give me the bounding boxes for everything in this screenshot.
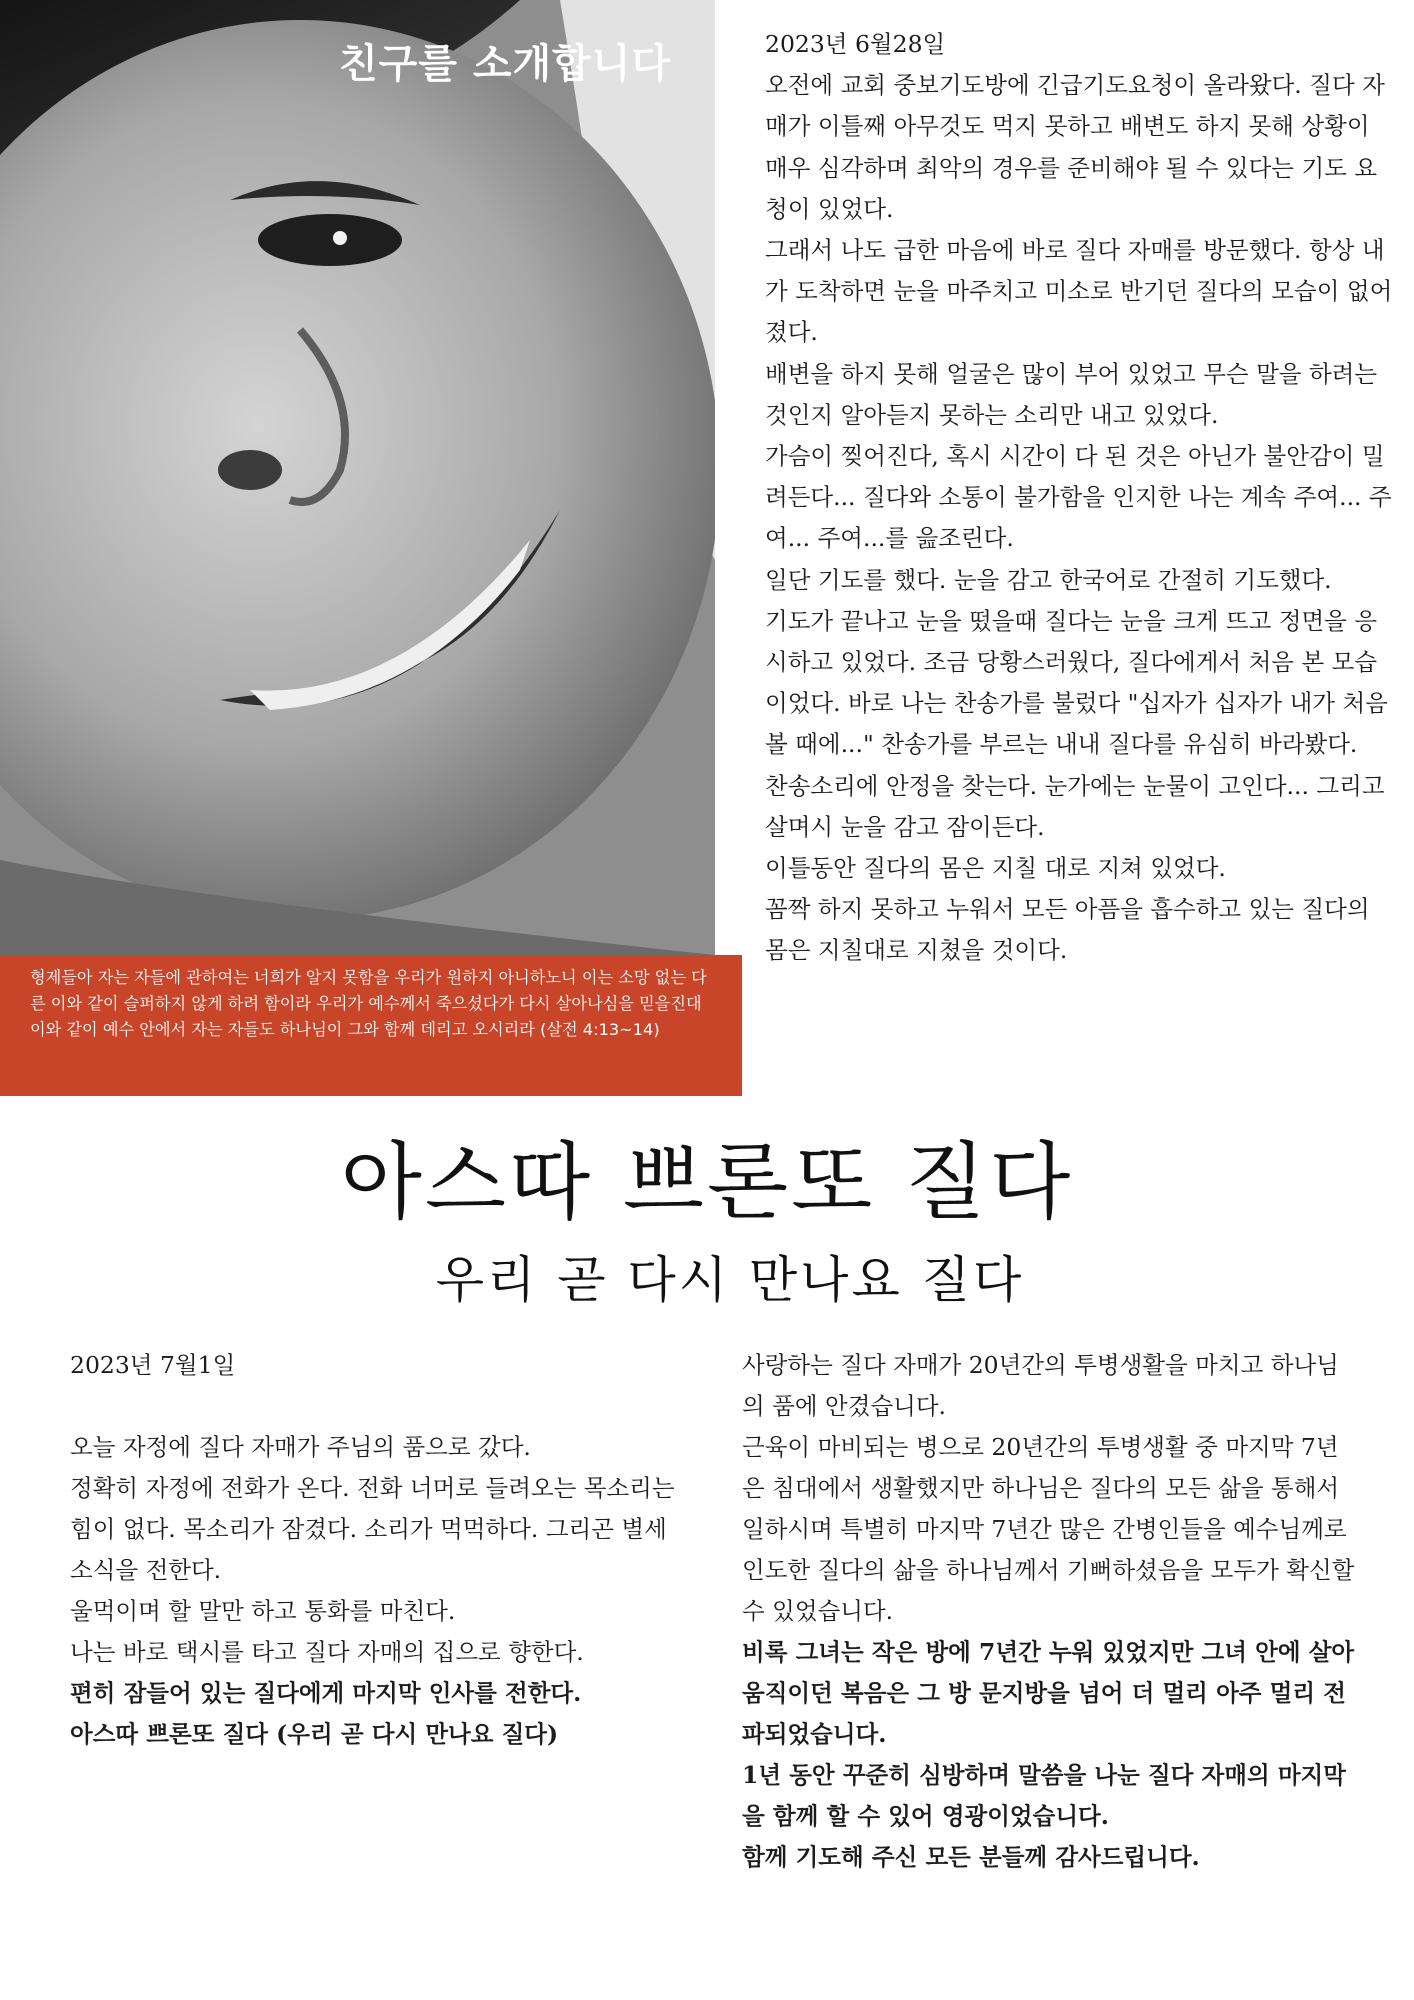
page-headline: 아스따 쁘론또 질다 [340, 1133, 1074, 1231]
portrait-photo [0, 0, 715, 955]
diary-paragraph: 나는 바로 택시를 타고 질다 자매의 집으로 향한다. [70, 1638, 584, 1666]
tribute-paragraph: 사랑하는 질다 자매가 20년간의 투병생활을 마치고 하나님의 품에 안겼습니다. [742, 1351, 1339, 1420]
tribute-paragraph: 함께 기도해 주신 모든 분들께 감사드립니다. [742, 1843, 1200, 1871]
tribute-paragraph: 1년 동안 꾸준히 심방하며 말씀을 나눈 질다 자매의 마지막을 함께 할 수 있어 영광이었습니다. [742, 1761, 1346, 1830]
diary-paragraph: 오늘 자정에 질다 자매가 주님의 품으로 갔다. [70, 1433, 531, 1461]
diary-date: 2023년 6월28일 [765, 30, 946, 58]
diary-paragraph: 울먹이며 할 말만 하고 통화를 마친다. [70, 1597, 456, 1625]
nostril-shape [218, 450, 282, 490]
diary-paragraph: 꼼짝 하지 못하고 누워서 모든 아픔을 흡수하고 있는 질다의 몸은 지칠대로 지쳤을 것이다. [765, 895, 1370, 965]
diary-paragraph: 가슴이 찢어진다, 혹시 시간이 다 된 것은 아닌가 불안감이 밀려든다... 질다와 소통이 불가함을 인지한 나는 계속 주여... 주여... 주여...를 읊조린다. [765, 442, 1392, 553]
bible-verse-text: 형제들아 자는 자들에 관하여는 너희가 알지 못함을 우리가 원하지 아니하노니 이는 소망 없는 다른 이와 같이 슬퍼하지 않게 하려 함이라 우리가 예수께서 죽으셨다가 다시 살아나심을 믿을진대 이와 같이 예수 안에서 자는 자들도 하나님이 그와 함께 데리고 오시리라 (살전 4:13~14) [30, 968, 707, 1039]
diary-paragraph: 이틀동안 질다의 몸은 지칠 대로 지쳐 있었다. [765, 854, 1226, 883]
bible-verse-box [0, 955, 742, 1096]
page-subheadline: 우리 곧 다시 만나요 질다 [435, 1251, 1025, 1309]
diary-paragraph: 정확히 자정에 전화가 온다. 전화 너머로 들려오는 목소리는 힘이 없다. 목소리가 잠겼다. 소리가 먹먹하다. 그리곤 별세 소식을 전한다. [70, 1474, 675, 1584]
diary-paragraph: 기도가 끝나고 눈을 떴을때 질다는 눈을 크게 뜨고 정면을 응시하고 있었다. 조금 당황스러웠다, 질다에게서 처음 본 모습이었다. 바로 나는 찬송가를 불렀다 "십자가 십자가 내가 처음 볼 때에..." 찬송가를 부르는 내내 질다를 유심히 바라봤다. [765, 606, 1388, 759]
diary-paragraph: 편히 잠들어 있는 질다에게 마지막 인사를 전한다. [70, 1679, 582, 1707]
tribute-paragraph: 비록 그녀는 작은 방에 7년간 누워 있었지만 그녀 안에 살아 움직이던 복음은 그 방 문지방을 넘어 더 멀리 아주 멀리 전파되었습니다. [742, 1638, 1355, 1748]
portrait-illustration [0, 0, 715, 955]
tribute-text [742, 1345, 1357, 1878]
eye-shape [258, 214, 402, 266]
diary-paragraph: 찬송소리에 안정을 찾는다. 눈가에는 눈물이 고인다... 그리고 살며시 눈을 감고 잠이든다. [765, 771, 1385, 841]
diary-date: 2023년 7월1일 [70, 1351, 236, 1379]
diary-paragraph: 오전에 교회 중보기도방에 긴급기도요청이 올라왔다. 질다 자매가 이틀째 아무것도 먹지 못하고 배변도 하지 못해 상황이 매우 심각하며 최악의 경우를 준비해야 될 수 있다는 기도 요청이 있었다. [765, 71, 1385, 223]
eye-highlight [333, 231, 347, 245]
diary-entry-july [70, 1345, 690, 1755]
diary-paragraph: 배변을 하지 못해 얼굴은 많이 부어 있었고 무슨 말을 하려는 것인지 알아듣지 못하는 소리만 내고 있었다. [765, 359, 1378, 429]
diary-paragraph: 일단 기도를 했다. 눈을 감고 한국어로 간절히 기도했다. [765, 565, 1332, 594]
diary-entry-june [765, 24, 1397, 972]
section-tag: 친구를 소개합니다 [338, 41, 672, 87]
tribute-paragraph: 근육이 마비되는 병으로 20년간의 투병생활 중 마지막 7년은 침대에서 생활했지만 하나님은 질다의 모든 삶을 통해서 일하시며 특별히 마지막 7년간 많은 간병인들을 예수님께로 인도한 질다의 삶을 하나님께서 기뻐하셨음을 모두가 확신할 수 있었습니다. [742, 1433, 1355, 1625]
diary-paragraph: 그래서 나도 급한 마음에 바로 질다 자매를 방문했다. 항상 내가 도착하면 눈을 마주치고 미소로 반기던 질다의 모습이 없어졌다. [765, 236, 1393, 347]
diary-paragraph: 아스따 쁘론또 질다 (우리 곧 다시 만나요 질다) [70, 1720, 559, 1748]
